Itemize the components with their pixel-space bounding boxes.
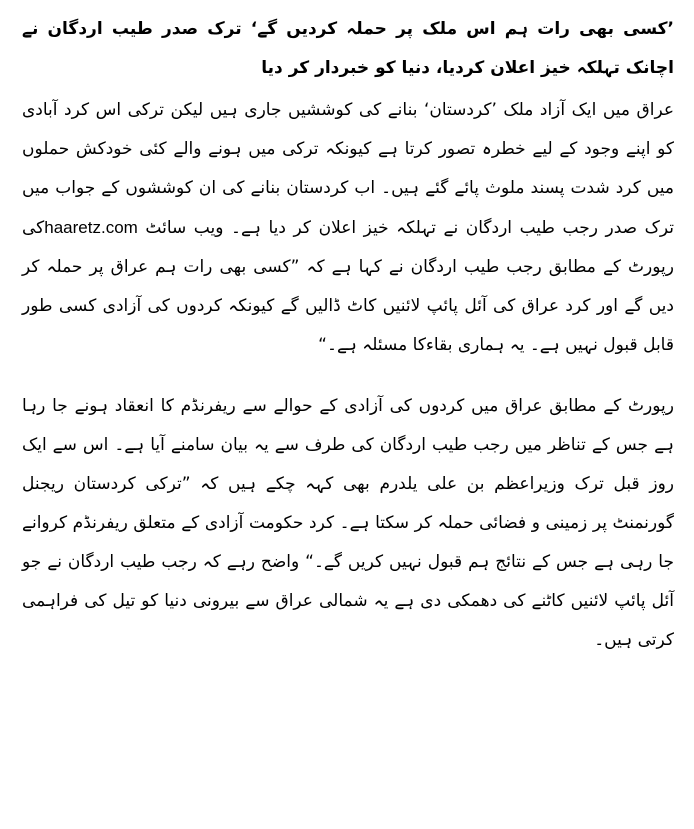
article-headline: ’کسی بھی رات ہم اس ملک پر حملہ کردیں گے‘ ترک صدر طیب اردگان نے اچانک تہلکہ خیز اعلان کردیا، دنیا کو خبردار کر دیا <box>22 19 674 78</box>
article-paragraph-2: رپورٹ کے مطابق عراق میں کردوں کی آزادی کے حوالے سے ریفرنڈم کا انعقاد ہونے جا رہا ہے جس کے تناظر میں رجب طیب اردگان کی طرف سے یہ بیان سامنے آیا ہے۔ اس سے ایک روز قبل ترک وزیراعظم بن علی یلدرم بھی کہہ چکے ہیں کہ ”ترکی کردستان ریجنل گورنمنٹ پر زمینی و فضائی حملہ کر سکتا ہے۔ کرد حکومت آزادی کے متعلق ریفرنڈم کروانے جا رہی ہے جس کے نتائج ہم قبول نہیں کریں گے۔“ واضح رہے کہ رجب طیب اردگان نے جو آئل پائپ لائنیں کاٹنے کی دھمکی دی ہے یہ شمالی عراق سے بیرونی دنیا کو تیل کی فراہمی کرتی ہیں۔ <box>22 396 674 650</box>
article-body <box>22 10 674 660</box>
paragraph-1-text-start: عراق میں ایک آزاد ملک ’کردستان‘ بنانے کی کوششیں جاری ہیں لیکن ترکی اس کرد آبادی کو اپنے وجود کے لیے خطرہ تصور کرتا ہے کیونکہ ترکی میں ہونے والے کئی خودکش حملوں میں کرد شدت پسند ملوث پائے گئے ہیں۔ اب کردستان بنانے کی ان کوششوں کے جواب میں ترک صدر رجب طیب اردگان نے تہلکہ خیز اعلان کر دیا ہے۔ ویب سائٹ <box>22 100 674 238</box>
paragraph-1-text-end: کی رپورٹ کے مطابق رجب طیب اردگان نے کہا ہے کہ ”کسی بھی رات ہم عراق پر حملہ کر دیں گے اور کرد عراق کی آئل پائپ لائنیں کاٹ ڈالیں گے کیونکہ کردوں کی آزادی کسی طور قابل قبول نہیں ہے۔ یہ ہماری بقاءکا مسئلہ ہے۔“ <box>22 218 674 355</box>
source-website-name: haaretz.com <box>44 218 138 237</box>
article-paragraph-1 <box>22 91 674 365</box>
